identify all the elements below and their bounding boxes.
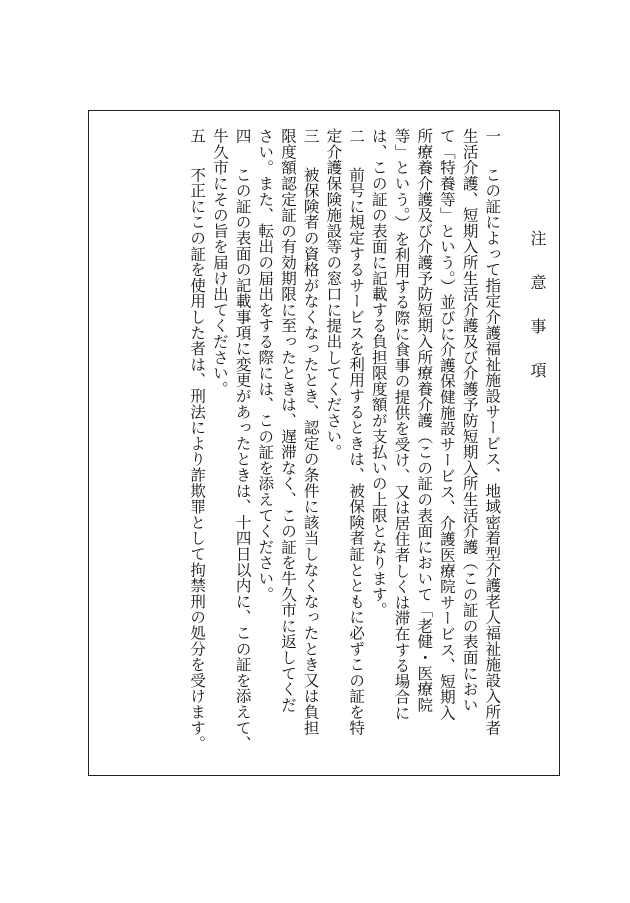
item-line: 所療養介護及び介護予防短期入所療養介護（この証の表面において「老健・医療院 [415,128,434,713]
item-line: 限度額認定証の有効期限に至ったときは、遅滞なく、この証を牛久市に返してくだ [278,128,297,713]
notice-text-column [185,128,548,768]
item-line: 牛久市にその旨を届け出てください。 [210,128,229,397]
item-line: 生活介護、短期入所生活介護及び介護予防短期入所生活介護（この証の表面におい [460,128,479,713]
notice-item-2 [322,128,367,768]
item-number: 二 [347,128,366,144]
item-line: この証によって指定介護福祉施設サービス、地域密着型介護老人福祉施設入所者 [483,166,502,736]
notice-item-3 [254,128,322,768]
item-number: 三 [301,128,320,144]
item-line: 被保険者の資格がなくなったとき、認定の条件に該当しなくなったとき又は負担 [301,166,320,736]
item-line: て「特養等」という。）並びに介護保健施設サービス、介護医療院サービス、短期入 [437,128,456,721]
item-line: 定介護保険施設等の窓口に提出してください。 [324,128,343,460]
notice-item-4 [208,128,253,768]
notice-item-5 [185,128,208,768]
notice-item-1 [367,128,503,768]
item-line: 不正にこの証を使用した者は、刑法により詐欺罪として拘禁刑の処分を受けます。 [188,166,207,752]
item-number: 四 [233,128,252,144]
item-line: 等」という。）を利用する際に食事の提供を受け、又は居住者しくは滞在する場合に [392,128,411,721]
item-line: この証の表面の記載事項に変更があったときは、十四日以内に、この証を添えて、 [233,166,252,752]
item-number: 五 [188,128,207,144]
item-line: は、この証の表面に記載する負担限度額が支払いの上限となります。 [369,128,388,618]
item-number: 一 [483,128,502,144]
item-line: 前号に規定するサービスを利用するときは、被保険者証とともに必ずこの証を特 [347,166,366,736]
item-line: さい。また、転出の届出をする際には、この証を添えてください。 [256,128,275,602]
page-title: 注 意 事 項 [528,230,547,384]
